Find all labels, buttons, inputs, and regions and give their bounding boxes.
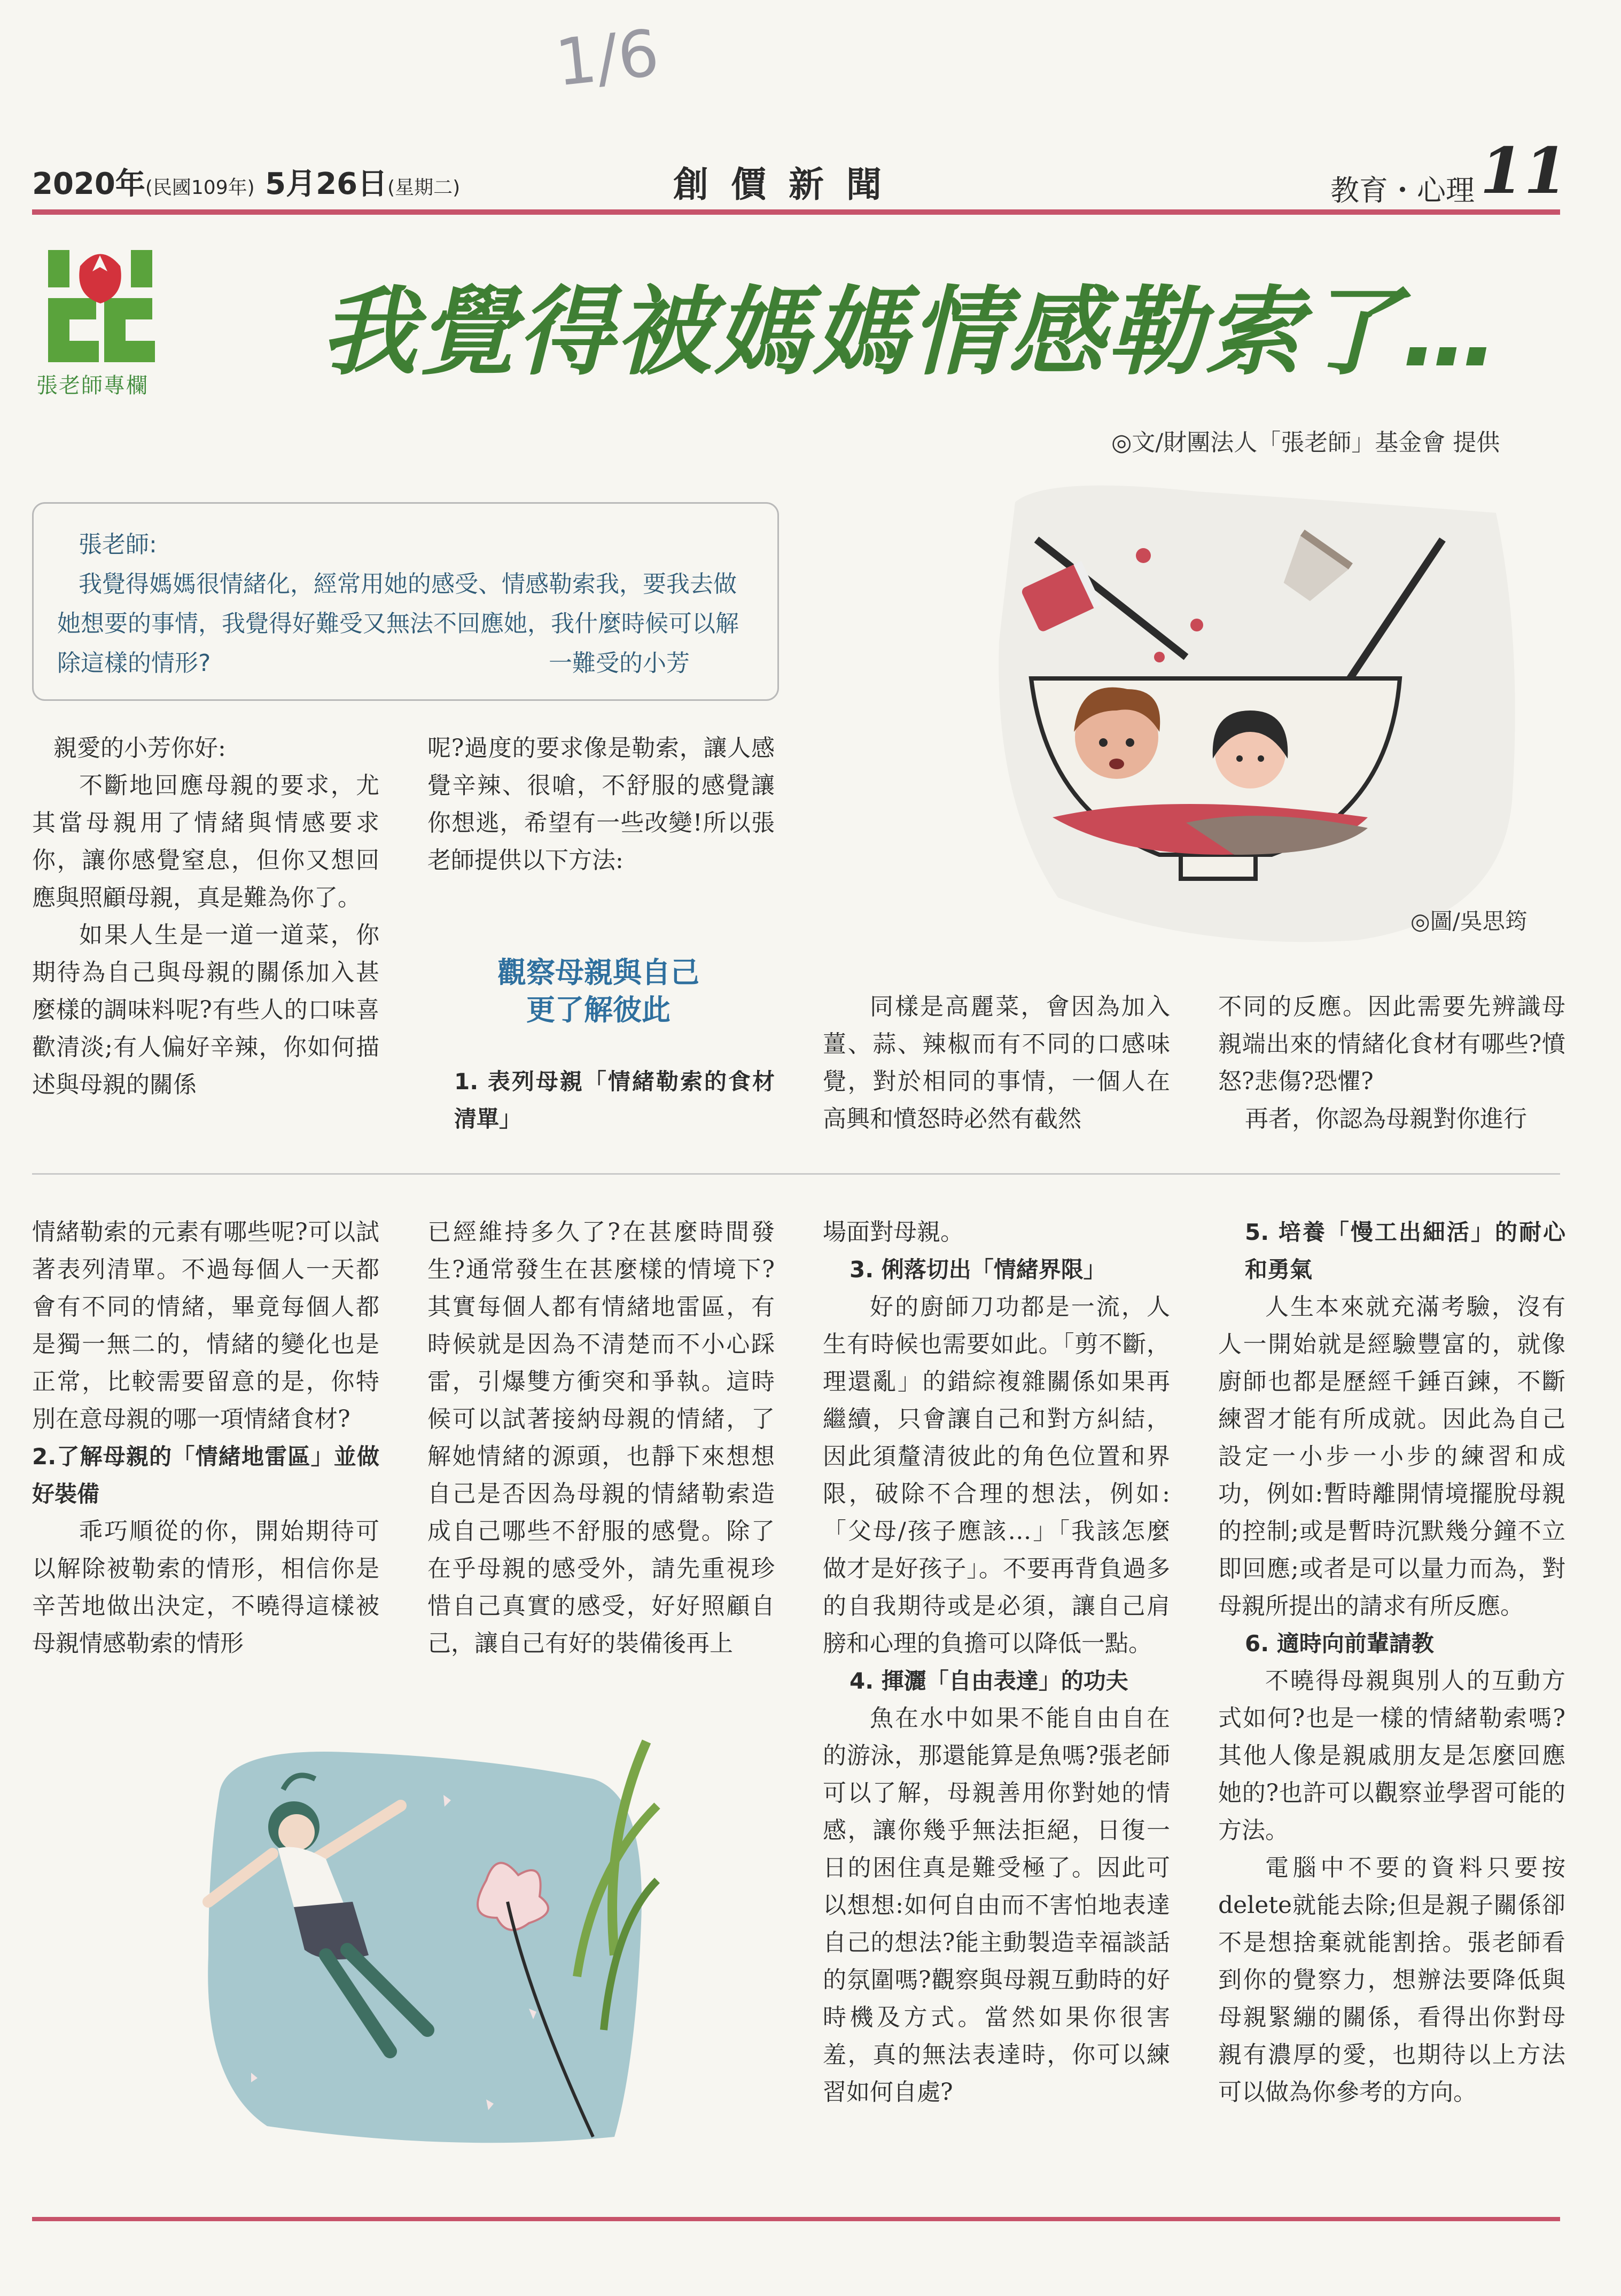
paragraph: 不斷地回應母親的要求，尤其當母親用了情緒與情感要求你，讓你感覺窒息，但你又想回應與照顧母親，真是難為你了。	[32, 772, 379, 911]
lower-column-2	[427, 1214, 775, 1662]
paragraph: 呢?過度的要求像是勒索，讓人感覺辛辣、很嗆，不舒服的感覺讓你想逃，希望有一些改變!所以張老師提供以下方法:	[427, 735, 775, 874]
upper-column-1	[32, 730, 379, 1104]
handwritten-mark: 1/6	[552, 16, 663, 101]
subhead	[443, 954, 753, 1029]
headline: 我覺得被媽媽情感勒索了…	[321, 277, 1501, 388]
date-roc: (民國109年)	[145, 177, 255, 199]
subhead-line-2: 更了解彼此	[526, 993, 671, 1027]
section-heading-4: 4. 揮灑「自由表達」的功夫	[850, 1668, 1128, 1694]
paragraph: 好的廚師刀功都是一流，人生有時候也需要如此。「剪不斷，理還亂」的錯綜複雜關係如果再繼續，只會讓自己和對方糾結，因此須釐清彼此的角色位置和界限，破除不合理的想法，例如:「父母/孩子應該…」「我該怎麼做才是好孩子」。不要再背負過多的自我期待或是必須，讓自己肩膀和心理的負擔可以降低一點。	[823, 1293, 1170, 1657]
swimming-girl-illustration	[187, 1731, 657, 2158]
paragraph: 情緒勒索的元素有哪些呢?可以試著表列清單。不過每個人一天都會有不同的情緒，畢竟每個人都是獨一無二的，情緒的變化也是正常，比較需要留意的是，你特別在意母親的哪一項情緒食材?	[32, 1219, 379, 1433]
upper-column-4	[1218, 988, 1565, 1138]
page-number: 11	[1480, 134, 1568, 208]
subhead-line-1: 觀察母親與自己	[497, 956, 699, 989]
reader-letter	[32, 502, 779, 701]
paragraph: 已經維持多久了?在甚麼時間發生?通常發生在甚麼樣的情境下?其實每個人都有情緒地雷區，有時候就是因為不清楚而不小心踩雷，引爆雙方衝突和爭執。這時候可以試著接納母親的情緒，了解她情緒的源頭，也靜下來想想自己是否因為母親的情緒勒索造成自己哪些不舒服的感覺。除了在乎母親的感受外，請先重視珍惜自己真實的感受，好好照顧自己，讓自己有好的裝備後再上	[427, 1219, 775, 1657]
paragraph: 不曉得母親與別人的互動方式如何?也是一樣的情緒勒索嗎?其他人像是親戚朋友是怎麼回應她的?也許可以觀察並學習可能的方法。	[1218, 1667, 1565, 1844]
section-heading-6: 6. 適時向前輩請教	[1245, 1630, 1434, 1657]
illustration-credit: ◎圖/吳思筠	[1410, 908, 1528, 934]
section-heading-3: 3. 俐落切出「情緒界限」	[850, 1256, 1106, 1283]
paragraph: 不同的反應。因此需要先辨識母親端出來的情緒化食材有哪些?憤怒?悲傷?恐懼?	[1218, 993, 1565, 1095]
paragraph: 再者，你認為母親對你進行	[1245, 1105, 1527, 1133]
bottom-rule	[32, 2217, 1560, 2221]
section-heading-1: 1. 表列母親「情緒勒索的食材清單」	[454, 1068, 775, 1132]
upper-column-2	[427, 730, 775, 879]
top-rule	[32, 209, 1560, 215]
paragraph: 人生本來就充滿考驗，沒有人一開始就是經驗豐富的，就像廚師也都是歷經千錘百鍊，不斷練習才能有所成就。因此為自己設定一小步一小步的練習和成功，例如:暫時離開情境擺脫母親的控制;或是暫時沉默幾分鐘不立即回應;或者是可以量力而為，對母親所提出的請求有所反應。	[1218, 1293, 1565, 1620]
section-name: 教育・心理	[1330, 174, 1475, 207]
paragraph: 場面對母親。	[823, 1219, 964, 1246]
paragraph: 電腦中不要的資料只要按delete就能去除;但是親子關係卻不是想捨棄就能割捨。張老師看到你的覺察力，想辦法要降低與母親緊繃的關係，看得出你對母親有濃厚的愛，也期待以上方法可以做為你參考的方向。	[1218, 1854, 1565, 2106]
upper-column-3	[823, 988, 1170, 1138]
newspaper-name: 創價新聞	[673, 164, 904, 205]
lower-column-3	[823, 1214, 1170, 2111]
issue-date	[32, 160, 460, 203]
column-logo-label: 張老師專欄	[36, 373, 149, 398]
section-heading-2: 2.了解母親的「情緒地雷區」並做好裝備	[32, 1443, 379, 1507]
date-weekday: (星期二)	[387, 177, 461, 199]
lower-column-1	[32, 1214, 379, 1662]
date-month-day: 5月26日	[265, 167, 388, 201]
reply-greeting: 親愛的小芳你好:	[53, 735, 226, 762]
paragraph: 同樣是高麗菜，會因為加入薑、蒜、辣椒而有不同的口感味覺，對於相同的事情，一個人在高興和憤怒時必然有截然	[823, 993, 1170, 1133]
date-year: 2020年	[32, 167, 145, 201]
paragraph: 如果人生是一道一道菜，你期待為自己與母親的關係加入甚麼樣的調味料呢?有些人的口味喜歡清淡;有人偏好辛辣，你如何描述與母親的關係	[32, 921, 379, 1098]
paragraph: 魚在水中如果不能自由自在的游泳，那還能算是魚嗎?張老師可以了解，母親善用你對她的情感，讓你幾乎無法拒絕，日復一日的困住真是難受極了。因此可以想想:如何自由而不害怕地表達自己的想法?能主動製造幸福談話的氛圍嗎?觀察與母親互動時的好時機及方式。當然如果你很害羞，真的無法表達時，你可以練習如何自處?	[823, 1705, 1170, 2106]
bowl-illustration	[983, 481, 1528, 951]
letter-signature: 一難受的小芳	[549, 650, 690, 677]
middle-divider	[32, 1173, 1560, 1175]
paragraph: 乖巧順從的你，開始期待可以解除被勒索的情形，相信你是辛苦地做出決定，不曉得這樣被母親情感勒索的情形	[32, 1518, 379, 1657]
section-heading-5: 5. 培養「慢工出細活」的耐心和勇氣	[1245, 1219, 1565, 1283]
lower-column-4	[1218, 1214, 1565, 2111]
letter-body: 我覺得媽媽很情緒化，經常用她的感受、情感勒索我，要我去做她想要的事情，我覺得好難受又無法不回應她，我什麼時候可以解除這樣的情形?	[57, 571, 739, 677]
column-logo-icon	[37, 245, 163, 368]
byline: ◎文/財團法人「張老師」基金會 提供	[1111, 429, 1500, 456]
upper-column-2-heading	[427, 1063, 775, 1138]
letter-greeting: 張老師:	[79, 531, 157, 558]
